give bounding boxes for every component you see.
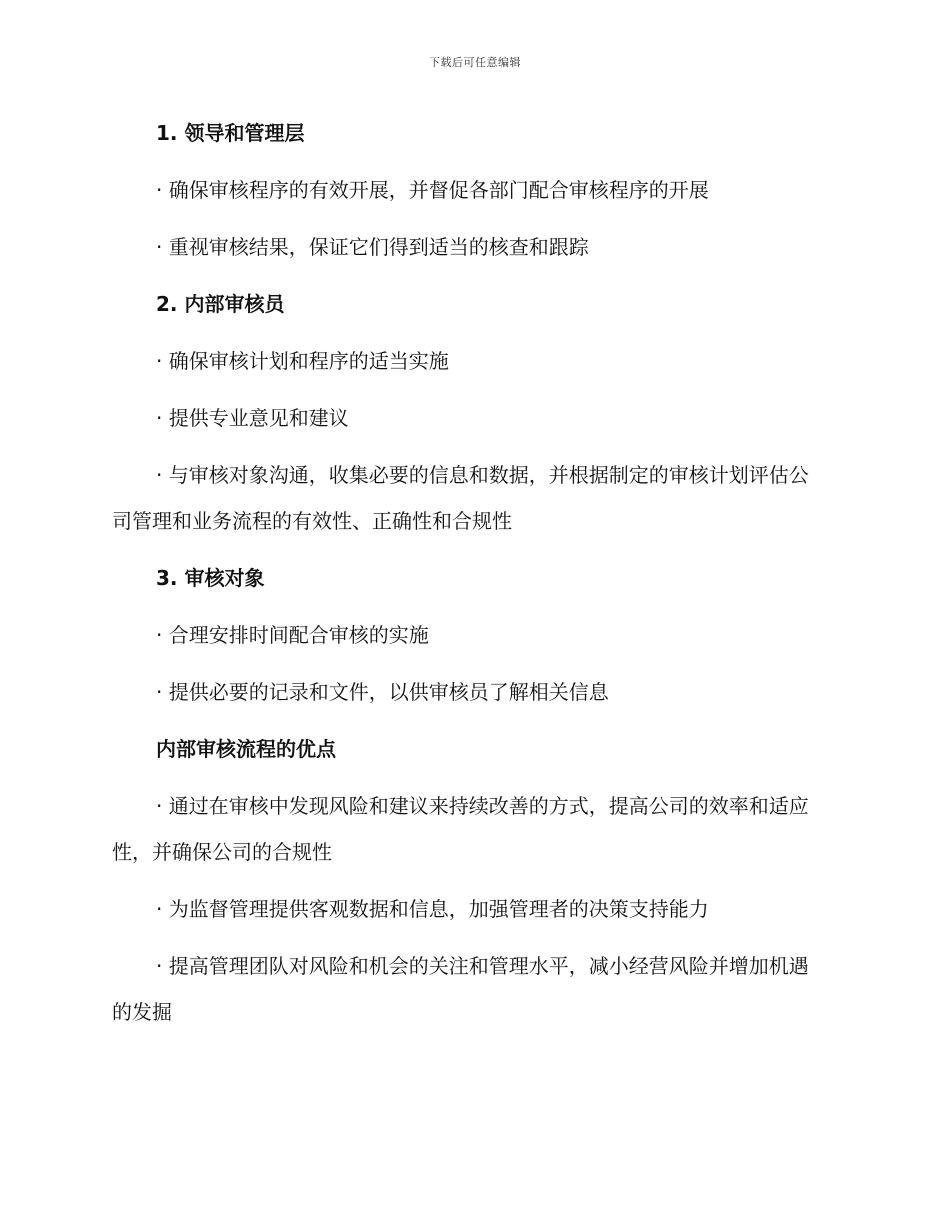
section-heading-leadership: 1. 领导和管理层	[156, 121, 305, 145]
bullet-paragraph: · 提供专业意见和建议	[156, 406, 349, 430]
bullet-paragraph: · 确保审核计划和程序的适当实施	[156, 349, 449, 373]
bullet-paragraph: · 与审核对象沟通，收集必要的信息和数据，并根据制定的审核计划评估公司管理和业务流程的有效性、正确性和合规性	[112, 463, 809, 533]
document-body	[112, 110, 824, 1046]
section-heading-advantages: 内部审核流程的优点	[156, 737, 336, 761]
bullet-paragraph: · 提高管理团队对风险和机会的关注和管理水平，减小经营风险并增加机遇的发掘	[112, 954, 809, 1024]
bullet-paragraph: · 通过在审核中发现风险和建议来持续改善的方式，提高公司的效率和适应性，并确保公司的合规性	[112, 794, 809, 864]
header-note: 下载后可任意编辑	[429, 56, 521, 69]
section-heading-audit-object: 3. 审核对象	[156, 566, 265, 590]
bullet-paragraph: · 提供必要的记录和文件，以供审核员了解相关信息	[156, 680, 609, 704]
bullet-paragraph: · 重视审核结果，保证它们得到适当的核查和跟踪	[156, 235, 589, 259]
section-heading-internal-auditor: 2. 内部审核员	[156, 292, 285, 316]
bullet-paragraph: · 确保审核程序的有效开展，并督促各部门配合审核程序的开展	[156, 178, 709, 202]
bullet-paragraph: · 为监督管理提供客观数据和信息，加强管理者的决策支持能力	[156, 897, 709, 921]
bullet-paragraph: · 合理安排时间配合审核的实施	[156, 623, 429, 647]
